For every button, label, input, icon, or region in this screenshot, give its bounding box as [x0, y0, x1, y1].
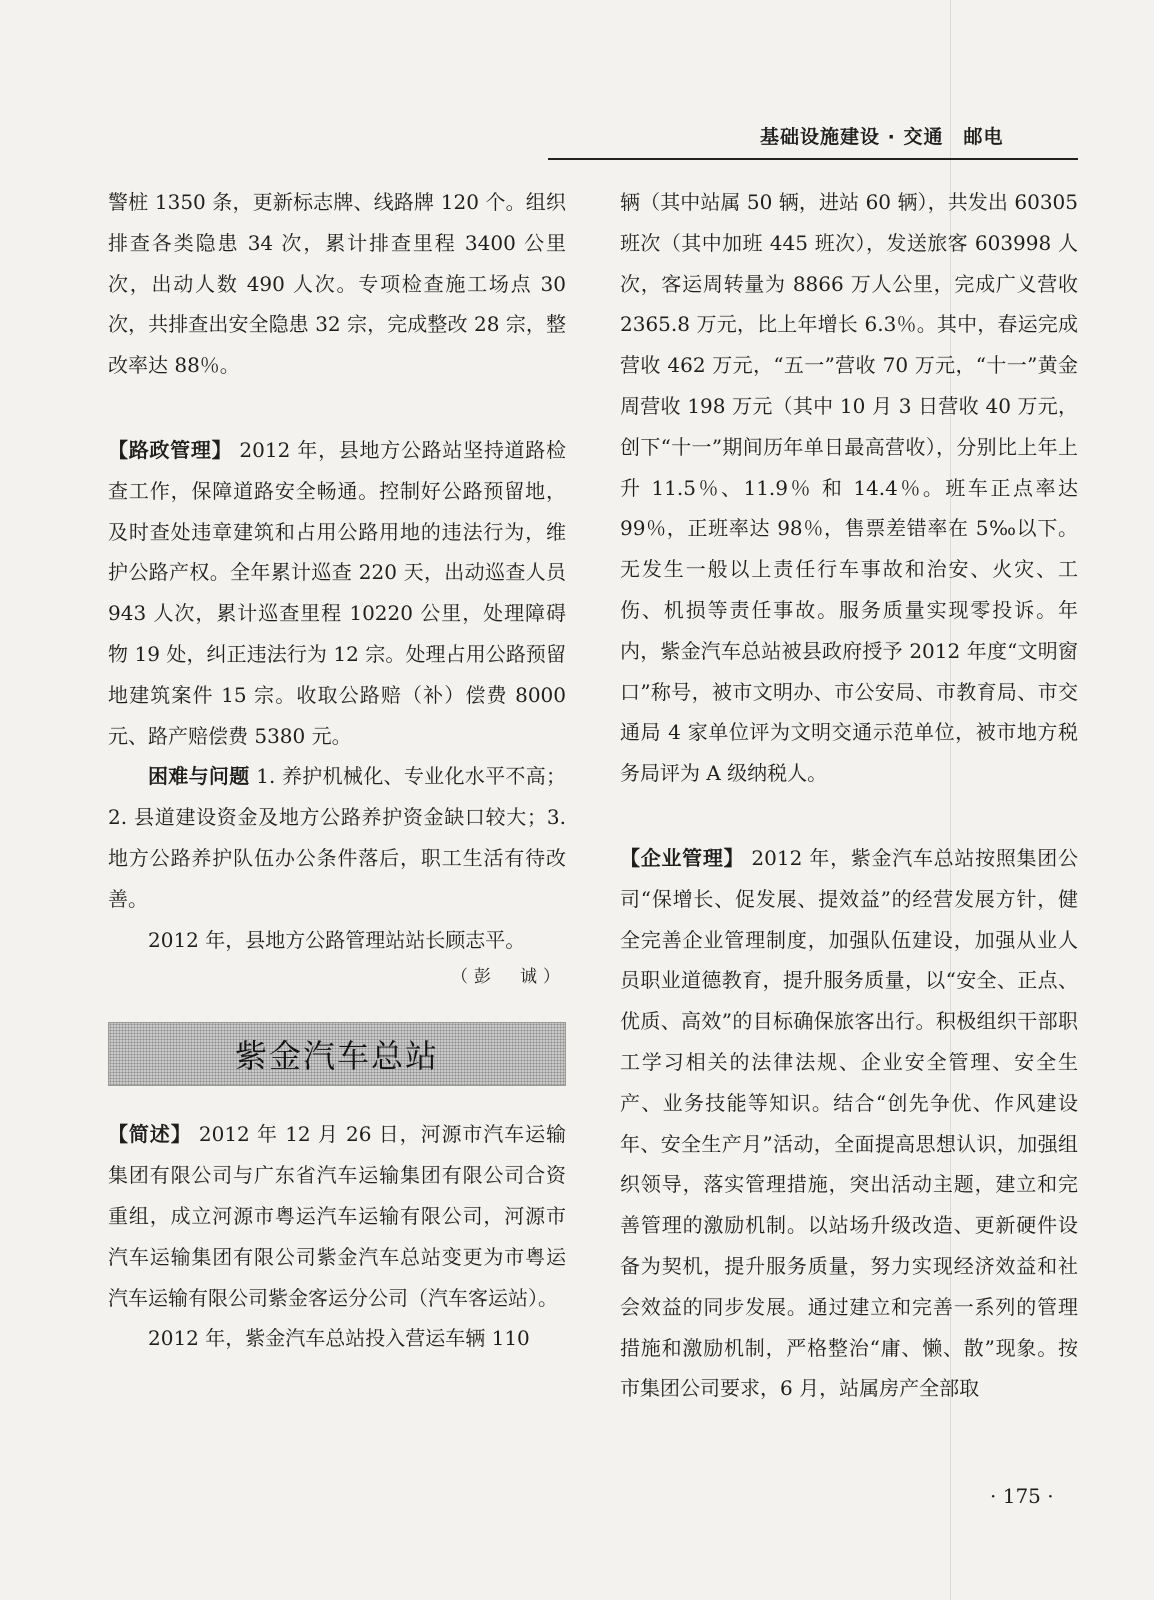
director-paragraph: 2012 年，县地方公路管理站站长顾志平。 — [148, 927, 526, 952]
road-admin-paragraph — [108, 430, 566, 756]
section-gap — [620, 794, 1078, 838]
enterprise-label: 【企业管理】 — [620, 845, 745, 870]
overview-text: 2012 年 12 月 26 日，河源市汽车运输集团有限公司与广东省汽车运输集团有限公司合资重组，成立河源市粤运汽车运输有限公司，河源市汽车运输集团有限公司紫金汽车总站变更为市粤运汽车运输有限公司紫金客运分公司（汽车客运站）。 — [108, 1122, 566, 1310]
overview-paragraph — [108, 1114, 566, 1318]
vehicles-paragraph-cont: 辆（其中站属 50 辆，进站 60 辆），共发出 60305 班次（其中加班 445 班次），发送旅客 603998 人次，客运周转量为 8866 万人公里，完成广义营收 2365.8 万元，比上年增长 6.3％。其中，春运完成营收 462 万元，“五一”营收 70 万元，“十一”黄金周营收 198 万元（其中 10 月 3 日营收 40 万元，创下“十一”期间历年单日最高营收），分别比上年上升 11.5％、11.9％ 和 14.4％。班车正点率达 99％，正班率达 98％，售票差错率在 5‰以下。无发生一般以上责任行车事故和治安、火灾、工伤、机损等责任事故。服务质量实现零投诉。年内，紫金汽车总站被县政府授予 2012 年度“文明窗口”称号，被市文明办、市公安局、市教育局、市交通局 4 家单位评为文明交通示范单位，被市地方税务局评为 A 级纳税人。 — [620, 190, 1078, 786]
left-column — [108, 182, 566, 1359]
continuation-paragraph: 警桩 1350 条，更新标志牌、线路牌 120 个。组织排查各类隐患 34 次，累计排查里程 3400 公里次，出动人数 490 人次。专项检查施工场点 30 次，共排查出安全隐患 32 宗，完成整改 28 宗，整改率达 88％。 — [108, 190, 566, 378]
right-column — [620, 182, 1078, 1409]
problems-label: 困难与问题 — [148, 764, 250, 789]
author-signature: （彭 诚） — [451, 967, 566, 988]
road-admin-text: 2012 年，县地方公路站坚持道路检查工作，保障道路安全畅通。控制好公路预留地，及时查处违章建筑和占用公路用地的违法行为，维护公路产权。全年累计巡查 220 天，出动巡查人员 943 人次，累计巡查里程 10220 公里，处理障碍物 19 处，纠正违法行为 12 宗。处理占用公路预留地建筑案件 15 宗。收取公路赔（补）偿费 8000 元、路产赔偿费 5380 元。 — [108, 437, 566, 748]
page-number: · 175 · — [990, 1484, 1054, 1508]
running-header: 基础设施建设 · 交通 邮电 — [760, 126, 1004, 148]
road-admin-label: 【路政管理】 — [108, 437, 233, 462]
vehicles-paragraph-start: 2012 年，紫金汽车总站投入营运车辆 110 — [148, 1326, 530, 1351]
enterprise-paragraph — [620, 838, 1078, 1409]
banner-title: 紫金汽车总站 — [234, 1037, 439, 1076]
enterprise-text: 2012 年，紫金汽车总站按照集团公司“保增长、促发展、提效益”的经营发展方针，健全完善企业管理制度，加强队伍建设，加强从业人员职业道德教育，提升服务质量，以“安全、正点、优质、高效”的目标确保旅客出行。积极组织干部职工学习相关的法律法规、企业安全管理、安全生产、业务技能等知识。结合“创先争优、作风建设年、安全生产月”活动，全面提高思想认识，加强组织领导，落实管理措施，突出活动主题，建立和完善管理的激励机制。以站场升级改造、更新硬件设备为契机，提升服务质量，努力实现经济效益和社会效益的同步发展。通过建立和完善一系列的管理措施和激励机制，严格整治“庸、懒、散”现象。按市集团公司要求，6 月，站属房产全部取 — [620, 845, 1078, 1401]
section-banner — [108, 1022, 566, 1086]
problems-text: 1. 养护机械化、专业化水平不高；2. 县道建设资金及地方公路养护资金缺口较大；3. 地方公路养护队伍办公条件落后，职工生活有待改善。 — [108, 764, 567, 911]
problems-paragraph — [108, 756, 566, 919]
header-rule — [548, 158, 1078, 160]
section-gap — [108, 386, 566, 430]
overview-label: 【简述】 — [108, 1122, 192, 1147]
